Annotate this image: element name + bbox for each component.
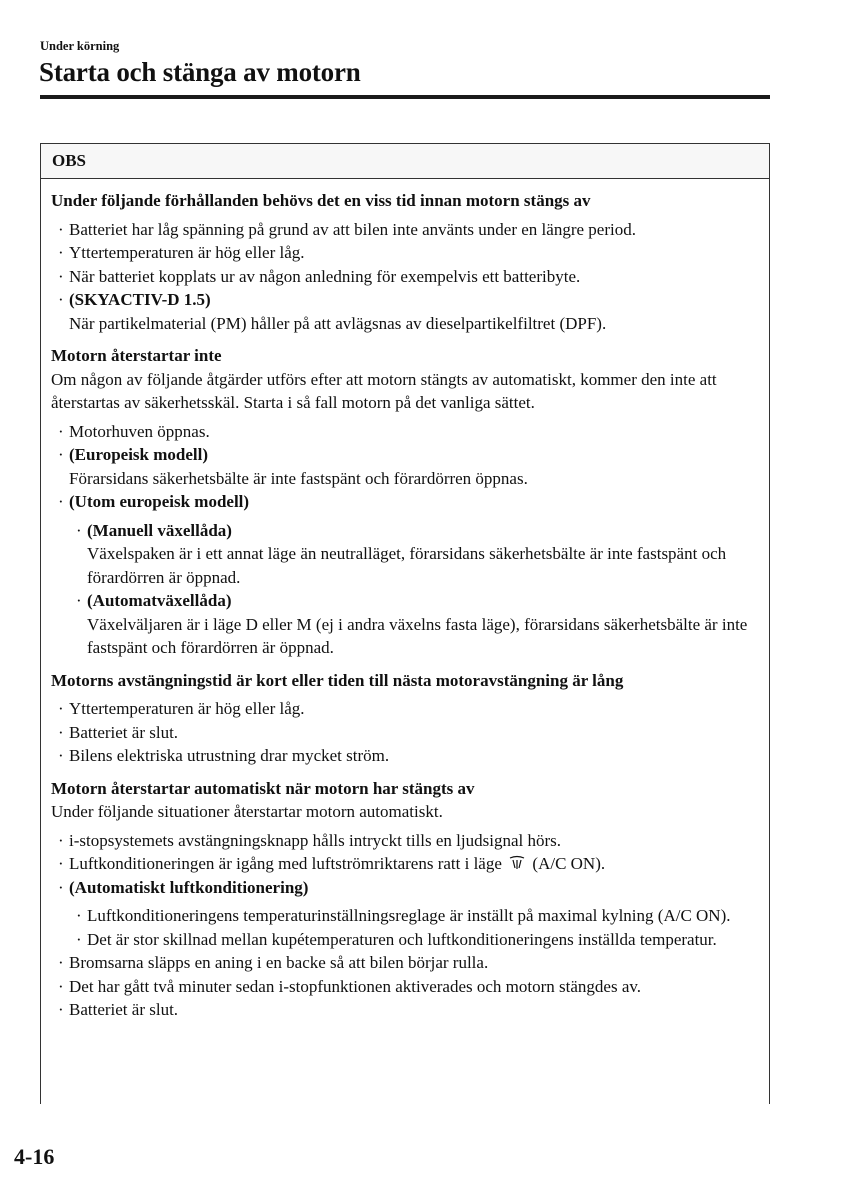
list-item: · Yttertemperaturen är hög eller låg. (51, 241, 759, 265)
s4-sublist (51, 904, 759, 951)
page-number: 4-16 (14, 1144, 55, 1169)
list-item-bold: (Europeisk modell) (69, 445, 209, 464)
list-item: · Motorhuven öppnas. (51, 420, 759, 444)
list-item-bold: (SKYACTIV-D 1.5) (69, 290, 211, 309)
sub-item-text: Växelväljaren är i läge D eller M (ej i andra växelns fasta läge), förarsidans säkerhetsbälte är inte fastspänt och förardörren är öppnad. (87, 614, 748, 657)
list-item-text: Förarsidans säkerhetsbälte är inte fastspänt och förardörren öppnas. (69, 468, 528, 488)
sub-item-text: Växelspaken är i ett annat läge än neutralläget, förarsidans säkerhetsbälte är inte fastspänt och förardörren är öppnad. (87, 544, 727, 587)
s1-list (51, 218, 759, 336)
s2-intro: Om någon av följande åtgärder utförs efter att motorn stängts av automatiskt, kommer den inte att återstartas av säkerhetsskäl. Starta i så fall motorn på det vanliga sättet. (51, 369, 717, 412)
s2-heading: Motorn återstartar inte (51, 346, 222, 365)
list-item (51, 288, 759, 335)
ac-fan-icon (508, 854, 526, 870)
list-item-text: När partikelmaterial (PM) håller på att avlägsnas av dieselpartikelfiltret (DPF). (69, 313, 607, 333)
section-label: Under körning (40, 39, 120, 53)
list-item (51, 852, 759, 876)
obs-label: OBS (41, 144, 769, 179)
sub-item-bold: (Manuell växellåda) (87, 520, 232, 540)
list-item-text: (A/C ON). (532, 854, 606, 873)
sub-list-item: · Det är stor skillnad mellan kupétemperaturen och luftkonditioneringens inställda temperatur. (51, 928, 759, 952)
list-item: · När batteriet kopplats ur av någon anledning för exempelvis ett batteribyte. (51, 265, 759, 289)
list-item: · i-stopsystemets avstängningsknapp hålls intryckt tills en ljudsignal hörs. (51, 829, 759, 853)
list-item: · Det har gått två minuter sedan i-stopfunktionen aktiverades och motorn stängdes av. (51, 975, 759, 999)
list-item: · Batteriet är slut. (51, 998, 759, 1022)
s4-heading: Motorn återstartar automatiskt när motorn har stängts av (51, 778, 475, 798)
s1-heading: Under följande förhållanden behövs det en viss tid innan motorn stängs av (51, 191, 591, 210)
s4-intro: Under följande situationer återstartar motorn automatiskt. (51, 802, 443, 821)
obs-box (40, 143, 770, 1104)
title-rule (40, 95, 770, 99)
list-item (51, 876, 759, 952)
list-item-text: Luftkonditioneringen är igång med luftströmriktarens ratt i läge (69, 854, 502, 873)
s2-sublist (51, 519, 759, 660)
list-item-bold: (Utom europeisk modell) (69, 492, 250, 511)
obs-body (41, 179, 769, 1022)
list-item: · Bilens elektriska utrustning drar mycket ström. (51, 744, 759, 768)
s2-list (51, 420, 759, 660)
list-item: · Batteriet har låg spänning på grund av att bilen inte använts under en längre period. (51, 218, 759, 242)
sub-list-item (51, 589, 759, 660)
list-item: · Yttertemperaturen är hög eller låg. (51, 697, 759, 721)
s4-list (51, 829, 759, 1022)
list-item (51, 490, 759, 660)
sub-item-bold: (Automatväxellåda) (87, 591, 232, 610)
s3-heading: Motorns avstängningstid är kort eller tiden till nästa motoravstängning är lång (51, 670, 624, 690)
list-item: · Batteriet är slut. (51, 721, 759, 745)
sub-list-item: · Luftkonditioneringens temperaturinställningsreglage är inställt på maximal kylning (A/C ON). (51, 904, 759, 928)
page-title: Starta och stänga av motorn (39, 57, 361, 87)
s3-list (51, 697, 759, 768)
sub-list-item (51, 519, 759, 590)
list-item-bold: (Automatiskt luftkonditionering) (69, 877, 309, 897)
list-item (51, 443, 759, 490)
list-item: · Bromsarna släpps en aning i en backe så att bilen börjar rulla. (51, 951, 759, 975)
